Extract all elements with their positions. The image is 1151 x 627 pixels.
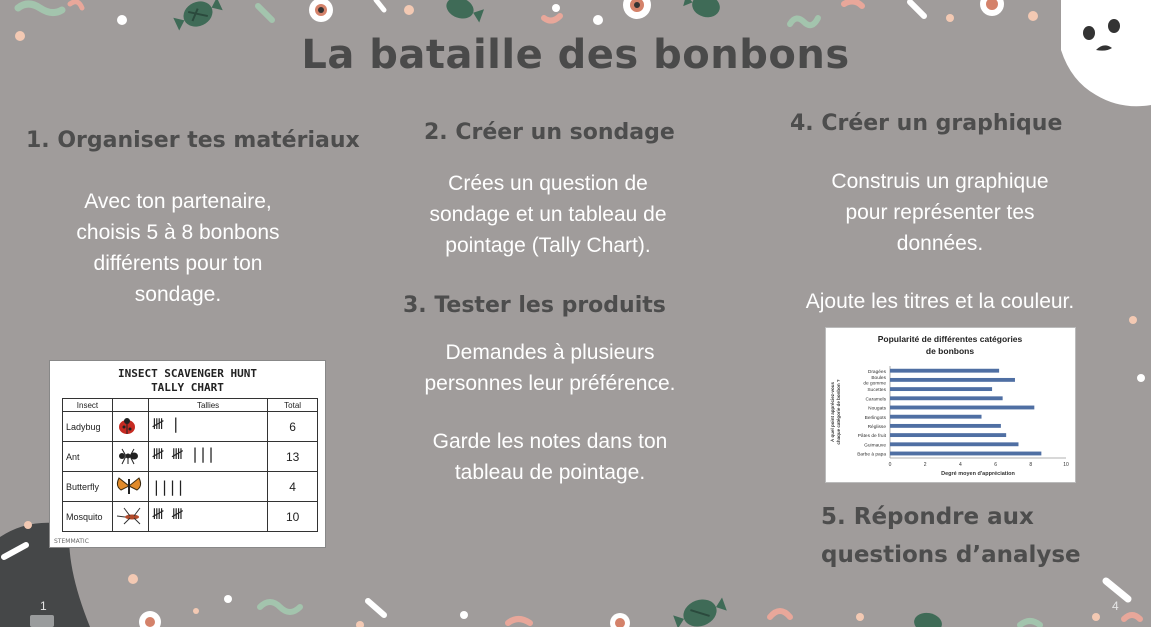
step-2-heading: 2. Créer un sondage (424, 120, 675, 145)
candy-icon (671, 592, 729, 627)
bar-chart-image (825, 327, 1076, 483)
chart-category-label: Réglisse (867, 424, 886, 430)
tally-table (62, 398, 318, 532)
candy-icon (682, 0, 722, 20)
dot-icon (1137, 374, 1145, 382)
chart-bar (890, 415, 982, 419)
table-row (63, 442, 318, 472)
step-2-line: pointage (Tally Chart). (445, 234, 651, 257)
ant-icon (112, 442, 148, 472)
step-1-line: différents pour ton (93, 252, 263, 275)
dot-icon (356, 621, 364, 627)
eyeball-icon (309, 0, 333, 22)
worm-icon (1020, 621, 1040, 625)
eyeball-icon (623, 0, 651, 19)
dot-icon (946, 14, 954, 22)
tally-chart-title: INSECT SCAVENGER HUNT (117, 367, 258, 380)
chart-category-label: de gomme (863, 381, 886, 387)
tally-total: 10 (268, 502, 318, 532)
chart-title: de bonbons (925, 346, 975, 356)
step-4-heading: 4. Créer un graphique (790, 111, 1063, 136)
tally-marks: 𝍸 | (148, 412, 267, 442)
chart-category-label: Caramels (865, 397, 886, 403)
dot-icon (117, 15, 127, 25)
slide-title: La bataille des bonbons (301, 32, 850, 78)
tally-marks: 𝍸 𝍸 ||| (148, 442, 267, 472)
chart-bar (890, 433, 1006, 437)
chart-bar (890, 378, 1015, 382)
step-5-heading-line: 5. Répondre aux (821, 504, 1034, 530)
step-4-extra: Ajoute les titres et la couleur. (805, 290, 1075, 313)
chart-x-tick-label: 10 (1063, 462, 1069, 468)
step-1-line: choisis 5 à 8 bonbons (76, 221, 280, 244)
dot-icon (552, 4, 560, 12)
step-2-line: Crées un question de (448, 172, 648, 195)
step-1-line: Avec ton partenaire, (84, 190, 272, 213)
tally-header-picture (112, 399, 148, 412)
page-number-right: 4 (1112, 599, 1119, 613)
candy-icon (912, 611, 943, 627)
worm-icon (260, 602, 300, 612)
halloween-decoration-left (0, 380, 40, 540)
step-4-line: pour représenter tes (845, 201, 1035, 224)
bone-icon (910, 2, 924, 16)
chart-bar (890, 369, 999, 373)
eyeball-icon (610, 613, 630, 627)
tally-insect: Mosquito (63, 502, 113, 532)
chart-x-axis-label: Degré moyen d'appréciation (941, 471, 1015, 477)
worm-icon (844, 1, 862, 6)
dot-icon (1028, 11, 1038, 21)
dot-icon (193, 608, 199, 614)
chart-bar (890, 396, 1003, 400)
step-3-line: Garde les notes dans ton (432, 430, 668, 453)
step-4-line: données. (896, 232, 984, 255)
chart-category-label: Berlingots (864, 415, 886, 421)
chart-category-label: Nougats (868, 406, 886, 412)
bone-icon (376, 0, 384, 10)
step-3-line: personnes leur préférence. (424, 372, 676, 395)
step-3-text (385, 337, 715, 399)
tally-header-total: Total (268, 399, 318, 412)
step-1-line: sondage. (134, 283, 222, 306)
tally-total: 4 (268, 472, 318, 502)
chart-category-label: Barbe à papa (857, 452, 886, 458)
candy-icon (443, 0, 485, 25)
step-3-heading: 3. Tester les produits (403, 293, 666, 318)
step-5-heading (821, 498, 1081, 574)
candy-icon (770, 611, 790, 617)
table-row (63, 472, 318, 502)
chart-x-tick-label: 4 (959, 462, 962, 468)
tally-marks: 𝍸 𝍸 (148, 502, 267, 532)
step-2-text (390, 168, 706, 261)
chart-category-label: Sucettes (867, 388, 886, 394)
halloween-decoration-right (1111, 300, 1151, 420)
chart-bar (890, 387, 992, 391)
worm-icon (508, 619, 530, 623)
chart-y-axis-label: À quel point appréciez-vous (830, 381, 835, 443)
chart-x-tick-label: 8 (1029, 462, 1033, 468)
butterfly-icon (112, 472, 148, 502)
tally-total: 13 (268, 442, 318, 472)
candy-icon (171, 0, 225, 35)
tally-chart-image (49, 360, 326, 548)
chart-category-label: Guimauve (864, 443, 886, 449)
dot-icon (856, 613, 864, 621)
step-3-line: tableau de pointage. (454, 461, 646, 484)
page-number-left: 1 (40, 599, 47, 613)
tally-insect: Ladybug (63, 412, 113, 442)
chart-bar (890, 442, 1018, 446)
dot-icon (593, 15, 603, 25)
chart-category-label: Dragées (867, 369, 886, 375)
table-row (63, 412, 318, 442)
step-3-text-2 (385, 426, 715, 488)
step-1-text (20, 186, 336, 310)
step-5-heading-line: questions d’analyse (821, 542, 1081, 568)
dot-icon (24, 521, 32, 529)
chart-bar (890, 452, 1041, 456)
tally-marks: |||| (148, 472, 267, 502)
eyeball-icon (139, 611, 161, 627)
bar-chart (826, 328, 1075, 482)
chart-bar (890, 406, 1034, 410)
chart-title: Popularité de différentes catégories (877, 334, 1023, 344)
chart-x-tick-label: 2 (923, 462, 927, 468)
chart-x-tick-label: 0 (888, 462, 892, 468)
candy-icon (70, 2, 82, 8)
dot-icon (460, 611, 468, 619)
bone-icon (258, 6, 272, 20)
eyeball-icon (980, 0, 1004, 16)
table-row (63, 502, 318, 532)
worm-icon (18, 4, 62, 13)
bone-icon (368, 601, 384, 615)
worm-icon (544, 16, 560, 21)
chart-category-label: Boules (871, 375, 886, 381)
ladybug-icon (112, 412, 148, 442)
chart-y-axis-label: chaque catégorie de bonbon ? (836, 379, 841, 445)
step-4-line: Construis un graphique (831, 170, 1049, 193)
tally-insect: Butterfly (63, 472, 113, 502)
step-1-heading: 1. Organiser tes matériaux (26, 128, 360, 153)
chart-category-label: Pâtes de fruit (857, 434, 886, 440)
dot-icon (128, 574, 138, 584)
chart-x-tick-label: 6 (994, 462, 997, 468)
tally-insect: Ant (63, 442, 113, 472)
dot-icon (404, 5, 414, 15)
tally-header-insect: Insect (63, 399, 113, 412)
worm-icon (790, 18, 818, 25)
tally-header-tallies: Tallies (148, 399, 267, 412)
dot-icon (224, 595, 232, 603)
tally-chart-footer: STEMMATIC (54, 538, 89, 545)
tally-chart-subtitle: TALLY CHART (151, 381, 224, 394)
step-2-line: sondage et un tableau de (429, 203, 667, 226)
step-4-text (780, 166, 1100, 259)
tally-header-row (63, 399, 318, 412)
dot-icon (1129, 316, 1137, 324)
mosquito-icon (112, 502, 148, 532)
tally-total: 6 (268, 412, 318, 442)
worm-icon (1124, 615, 1140, 619)
chart-bar (890, 424, 1001, 428)
step-3-line: Demandes à plusieurs (445, 341, 655, 364)
dot-icon (1092, 613, 1100, 621)
bone-icon (1106, 581, 1128, 599)
